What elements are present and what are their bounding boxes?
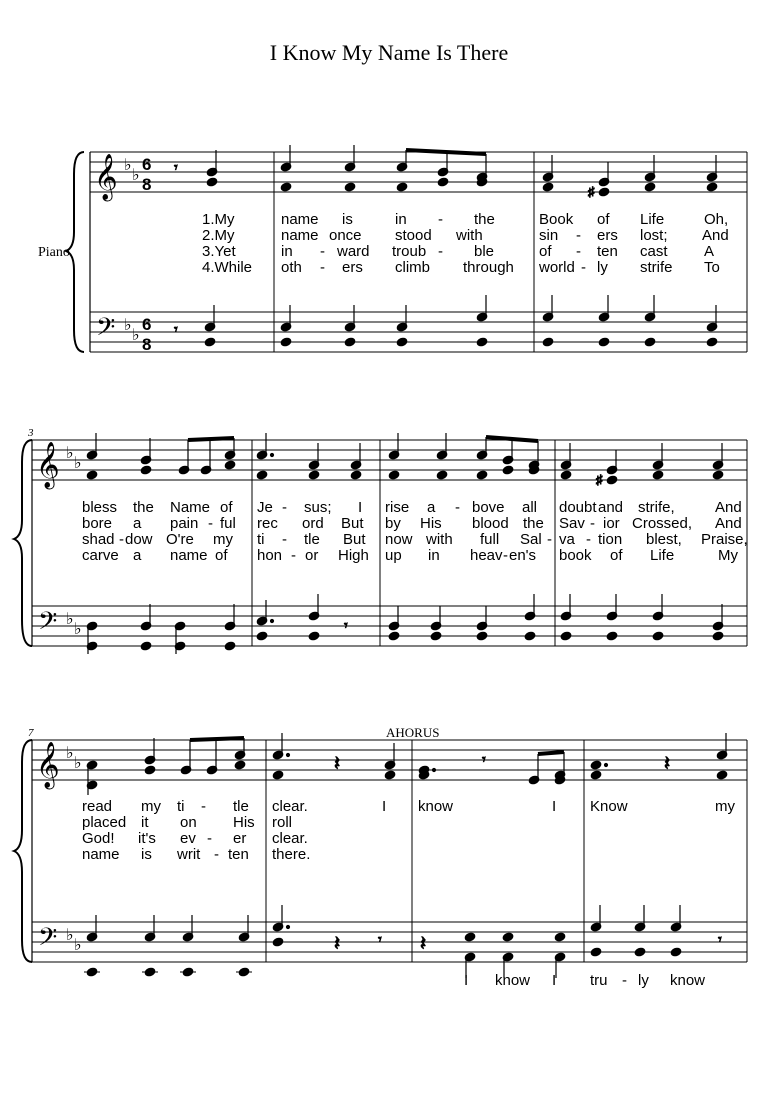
treble-clef-icon: 𝄞 <box>36 742 60 788</box>
lyric: But <box>341 515 364 532</box>
lyric: dow <box>125 531 153 548</box>
key-flat-icon: ♭ <box>132 167 140 184</box>
lyric: - <box>576 243 581 260</box>
time-signature-bottom: 8 <box>142 175 152 194</box>
bass-lyric: tru <box>590 972 608 989</box>
eighth-rest-icon: 𝄾 <box>174 321 178 337</box>
time-signature-top: 6 <box>142 155 152 174</box>
lyric: - <box>214 846 219 863</box>
lyrics-system-2 <box>82 499 748 564</box>
lyric: - <box>208 515 213 532</box>
lyric: and <box>598 499 624 516</box>
lyric: through <box>463 259 514 276</box>
lyric: or <box>305 547 319 564</box>
lyric: in <box>428 547 440 564</box>
note-head <box>280 182 292 192</box>
lyric: ten <box>228 846 249 863</box>
lyric: my <box>141 798 161 815</box>
lyric: er <box>233 830 247 847</box>
lyric: Crossed, <box>632 515 693 532</box>
lyric: book <box>559 547 592 564</box>
lyric: there. <box>272 846 311 863</box>
chorus-label: AHORUS <box>386 725 440 740</box>
time-signature-top: 6 <box>142 315 152 334</box>
lyric: ior <box>603 515 620 532</box>
lyric: it <box>141 814 149 831</box>
lyric: tion <box>598 531 623 548</box>
lyric: all <box>522 499 538 516</box>
grand-staff-brace <box>14 740 32 962</box>
lyric: read <box>82 798 113 815</box>
lyric: sus; <box>304 499 332 516</box>
lyric: ward <box>337 243 370 260</box>
lyric: Praise, <box>701 531 748 548</box>
lyric: in <box>281 243 293 260</box>
lyrics-system-3 <box>82 798 735 989</box>
svg-text:𝄽: 𝄽 <box>420 933 427 955</box>
lyric: clear. <box>272 798 308 815</box>
key-flat-icon: ♭ <box>74 455 82 472</box>
time-signature-bottom: 8 <box>142 335 152 354</box>
lyric: of <box>539 243 552 260</box>
lyric: a <box>427 499 436 516</box>
lyric: 2.My <box>202 227 235 244</box>
svg-text:𝄽: 𝄽 <box>664 753 671 775</box>
lyric: writ <box>177 846 201 863</box>
lyric: - <box>282 531 287 548</box>
note-head <box>644 182 656 192</box>
key-flat-icon: ♭ <box>66 745 74 762</box>
lyric: tle <box>233 798 249 815</box>
lyric: va <box>559 531 575 548</box>
lyric: His <box>420 515 442 532</box>
treble-notes <box>86 733 728 795</box>
lyric: Name <box>170 499 211 516</box>
bass-lyric: - <box>622 972 627 989</box>
lyric: name <box>82 846 120 863</box>
lyric: roll <box>272 814 293 831</box>
note-head <box>542 182 554 192</box>
lyric: carve <box>82 547 119 564</box>
lyric: ev <box>180 830 196 847</box>
key-flat-icon: ♭ <box>66 611 74 628</box>
lyric: is <box>342 211 353 228</box>
lyric: tle <box>304 531 320 548</box>
lyric: ly <box>597 259 608 276</box>
note-head <box>344 182 356 192</box>
lyric: rec <box>257 515 278 532</box>
bass-clef-icon: 𝄢 <box>38 607 58 642</box>
lyric: Oh, <box>704 211 729 228</box>
eighth-rest-icon: 𝄾 <box>174 159 178 175</box>
lyric: - <box>320 243 325 260</box>
svg-text:𝄾: 𝄾 <box>718 931 722 947</box>
lyric: - <box>207 830 212 847</box>
note-head <box>437 177 449 187</box>
lyric: of <box>610 547 623 564</box>
system-3 <box>14 725 747 989</box>
lyric: High <box>338 547 369 564</box>
note-head <box>706 182 718 192</box>
system-1 <box>66 145 747 354</box>
lyric: I <box>552 798 557 815</box>
beam <box>406 150 486 154</box>
svg-text:♯: ♯ <box>596 472 603 487</box>
lyric: of <box>220 499 233 516</box>
lyric: en's <box>509 547 537 564</box>
lyric: heav <box>470 547 503 564</box>
lyric: blood <box>472 515 509 532</box>
bass-lyric: I <box>552 972 557 989</box>
lyric: ful <box>220 515 236 532</box>
lyric: name <box>281 227 319 244</box>
lyric: bore <box>82 515 113 532</box>
lyric: I <box>382 798 387 815</box>
lyric: 1.My <box>202 211 235 228</box>
lyric: oth <box>281 259 302 276</box>
svg-text:𝄾: 𝄾 <box>482 751 486 767</box>
lyric: know <box>418 798 454 815</box>
lyric: And <box>715 499 742 516</box>
lyric: Life <box>640 211 665 228</box>
key-flat-icon: ♭ <box>132 327 140 344</box>
bass-notes <box>86 594 724 654</box>
bass-lyric: know <box>495 972 531 989</box>
lyric: with <box>426 531 453 548</box>
lyric: - <box>119 531 124 548</box>
lyric: Book <box>539 211 574 228</box>
svg-text:𝄾: 𝄾 <box>344 617 348 633</box>
lyric: - <box>201 798 206 815</box>
lyric: ti <box>177 798 185 815</box>
lyric: strife, <box>638 499 675 516</box>
lyric: My <box>718 547 738 564</box>
lyric: O're <box>166 531 194 548</box>
lyric: To <box>704 259 720 276</box>
lyric: pain <box>170 515 199 532</box>
lyric: But <box>343 531 366 548</box>
lyric: is <box>141 846 152 863</box>
lyric: clear. <box>272 830 308 847</box>
key-flat-icon: ♭ <box>74 937 82 954</box>
lyric: Sav <box>559 515 585 532</box>
lyric: a <box>133 515 142 532</box>
lyric: on <box>180 814 197 831</box>
lyric: - <box>320 259 325 276</box>
lyric: my <box>715 798 735 815</box>
quarter-rest-icon: 𝄽 <box>334 753 341 775</box>
instrument-name: Piano <box>38 245 70 260</box>
lyric: ers <box>342 259 363 276</box>
lyric: - <box>438 211 443 228</box>
lyric: name <box>281 211 319 228</box>
lyric: a <box>133 547 142 564</box>
key-flat-icon: ♭ <box>124 157 132 174</box>
lyric: I <box>358 499 363 516</box>
note-head <box>598 187 610 197</box>
lyric: A <box>704 243 715 260</box>
lyric: my <box>213 531 233 548</box>
lyric: cast <box>640 243 668 260</box>
lyric: ti <box>257 531 265 548</box>
lyrics-system-1 <box>202 211 729 276</box>
lyric: - <box>291 547 296 564</box>
lyric: troub <box>392 243 427 260</box>
lyric: - <box>576 227 581 244</box>
lyric: world <box>539 259 575 276</box>
lyric: lost; <box>640 227 668 244</box>
lyric: shad <box>82 531 115 548</box>
lyric: God! <box>82 830 115 847</box>
lyric: - <box>438 243 443 260</box>
bass-clef-icon: 𝄢 <box>96 313 116 348</box>
bass-lyric: I <box>464 972 469 989</box>
lyric: the <box>523 515 544 532</box>
key-flat-icon: ♭ <box>124 317 132 334</box>
lyric: of <box>597 211 610 228</box>
lyric: climb <box>395 259 431 276</box>
lyric: ble <box>474 243 495 260</box>
lyric: strife <box>640 259 673 276</box>
lyric: once <box>329 227 362 244</box>
lyric: And <box>702 227 729 244</box>
key-flat-icon: ♭ <box>66 445 74 462</box>
lyric: - <box>590 515 595 532</box>
bass-lyric: know <box>670 972 706 989</box>
sharp-icon: ♯ <box>588 184 595 199</box>
lyric: now <box>385 531 413 548</box>
lyric: - <box>455 499 460 516</box>
grand-staff-brace <box>14 440 32 646</box>
lyric: - <box>547 531 552 548</box>
measure-number: 3 <box>28 427 34 439</box>
lyric: 3.Yet <box>202 243 236 260</box>
lyric: - <box>503 547 508 564</box>
bass-notes <box>174 295 718 347</box>
bass-clef-icon: 𝄢 <box>38 923 58 958</box>
lyric: And <box>715 515 742 532</box>
lyric: rise <box>385 499 410 516</box>
lyric: blest, <box>646 531 682 548</box>
svg-text:𝄾: 𝄾 <box>378 931 382 947</box>
lyric: of <box>215 547 228 564</box>
treble-clef-icon: 𝄞 <box>94 154 118 200</box>
lyric: His <box>233 814 255 831</box>
grand-staff-brace <box>66 152 84 352</box>
lyric: bove <box>472 499 505 516</box>
lyric: Know <box>590 798 628 815</box>
lyric: it's <box>138 830 156 847</box>
lyric: - <box>586 531 591 548</box>
lyric: placed <box>82 814 127 831</box>
lyric: - <box>282 499 287 516</box>
lyric: ers <box>597 227 618 244</box>
lyric: by <box>385 515 401 532</box>
lyric: name <box>170 547 208 564</box>
lyric: stood <box>395 227 432 244</box>
song-title: I Know My Name Is There <box>269 40 509 65</box>
lyric: sin <box>539 227 559 244</box>
lyric: up <box>385 547 402 564</box>
key-flat-icon: ♭ <box>66 927 74 944</box>
lyric: 4.While <box>202 259 253 276</box>
system-2 <box>14 427 748 654</box>
key-flat-icon: ♭ <box>74 621 82 638</box>
key-flat-icon: ♭ <box>74 755 82 772</box>
lyric: the <box>133 499 154 516</box>
note-head <box>396 182 408 192</box>
lyric: with <box>456 227 483 244</box>
lyric: bless <box>82 499 118 516</box>
lyric: - <box>581 259 586 276</box>
lyric: Life <box>650 547 675 564</box>
lyric: full <box>480 531 500 548</box>
lyric: ten <box>597 243 618 260</box>
svg-text:𝄽: 𝄽 <box>334 933 341 955</box>
lyric: the <box>474 211 495 228</box>
lyric: hon <box>257 547 283 564</box>
treble-clef-icon: 𝄞 <box>36 442 60 488</box>
lyric: in <box>395 211 407 228</box>
lyric: Je <box>257 499 273 516</box>
measure-number: 7 <box>28 727 34 739</box>
lyric: ord <box>302 515 324 532</box>
lyric: Sal <box>520 531 542 548</box>
bass-lyric: ly <box>638 972 649 989</box>
lyric: doubt <box>559 499 597 516</box>
note-head <box>206 177 218 187</box>
